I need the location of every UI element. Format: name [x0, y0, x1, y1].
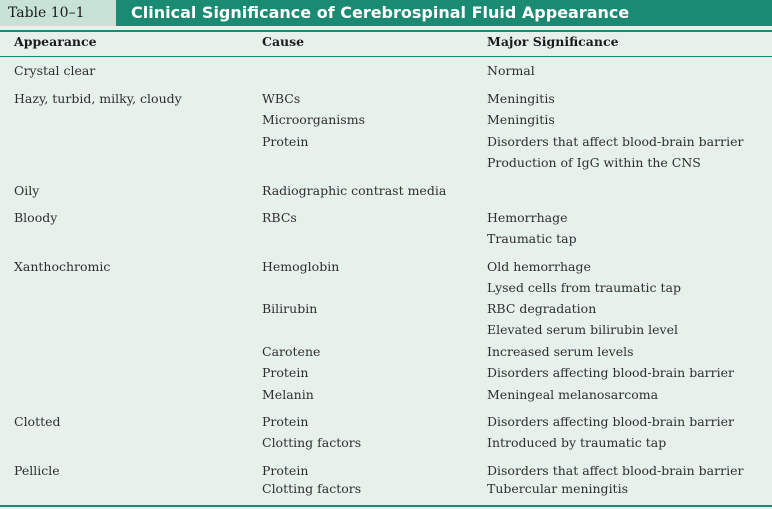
cell-significance: Normal [487, 63, 535, 78]
cell-cause: Melanin [262, 387, 314, 402]
cell-significance: Disorders affecting blood-brain barrier [487, 414, 734, 429]
top-rule [0, 30, 772, 32]
cell-cause: Protein [262, 365, 309, 380]
cell-cause: Carotene [262, 344, 321, 359]
cell-significance: Meningitis [487, 91, 555, 106]
cell-appearance: Oily [14, 183, 40, 198]
cell-significance: Meningitis [487, 112, 555, 127]
cell-cause: Hemoglobin [262, 259, 340, 274]
table-number-label: Table 10–1 [0, 0, 116, 26]
cell-cause: Clotting factors [262, 435, 362, 450]
cell-appearance: Clotted [14, 414, 61, 429]
cell-significance: Traumatic tap [487, 231, 577, 246]
cell-cause: Protein [262, 414, 309, 429]
cell-significance: Elevated serum bilirubin level [487, 322, 678, 337]
cell-cause: Clotting factors [262, 481, 362, 496]
cell-significance: Meningeal melanosarcoma [487, 387, 659, 402]
header-rule [0, 56, 772, 57]
cell-appearance: Bloody [14, 210, 58, 225]
cell-significance: Disorders that affect blood-brain barrier [487, 134, 744, 149]
header-major-significance: Major Significance [487, 34, 619, 49]
bottom-rule [0, 505, 772, 507]
cell-appearance: Hazy, turbid, milky, cloudy [14, 91, 182, 106]
cell-significance: Introduced by traumatic tap [487, 435, 667, 450]
cell-cause: Protein [262, 463, 309, 478]
cell-appearance: Crystal clear [14, 63, 96, 78]
cell-significance: Old hemorrhage [487, 259, 591, 274]
table-title: Clinical Significance of Cerebrospinal Fluid Appearance [131, 3, 630, 22]
cell-significance: Hemorrhage [487, 210, 568, 225]
cell-appearance: Pellicle [14, 463, 60, 478]
cell-cause: RBCs [262, 210, 297, 225]
cell-significance: Disorders that affect blood-brain barrier [487, 463, 744, 478]
cell-significance: Lysed cells from traumatic tap [487, 280, 681, 295]
cell-cause: Bilirubin [262, 301, 318, 316]
header-cause: Cause [262, 34, 305, 49]
header-appearance: Appearance [14, 34, 97, 49]
cell-significance: Production of IgG within the CNS [487, 155, 701, 170]
cell-cause: Radiographic contrast media [262, 183, 447, 198]
cell-significance: RBC degradation [487, 301, 597, 316]
cell-cause: Protein [262, 134, 309, 149]
cell-cause: WBCs [262, 91, 301, 106]
cell-cause: Microorganisms [262, 112, 365, 127]
cell-appearance: Xanthochromic [14, 259, 111, 274]
cell-significance: Increased serum levels [487, 344, 634, 359]
cell-significance: Tubercular meningitis [487, 481, 628, 496]
cell-significance: Disorders affecting blood-brain barrier [487, 365, 734, 380]
